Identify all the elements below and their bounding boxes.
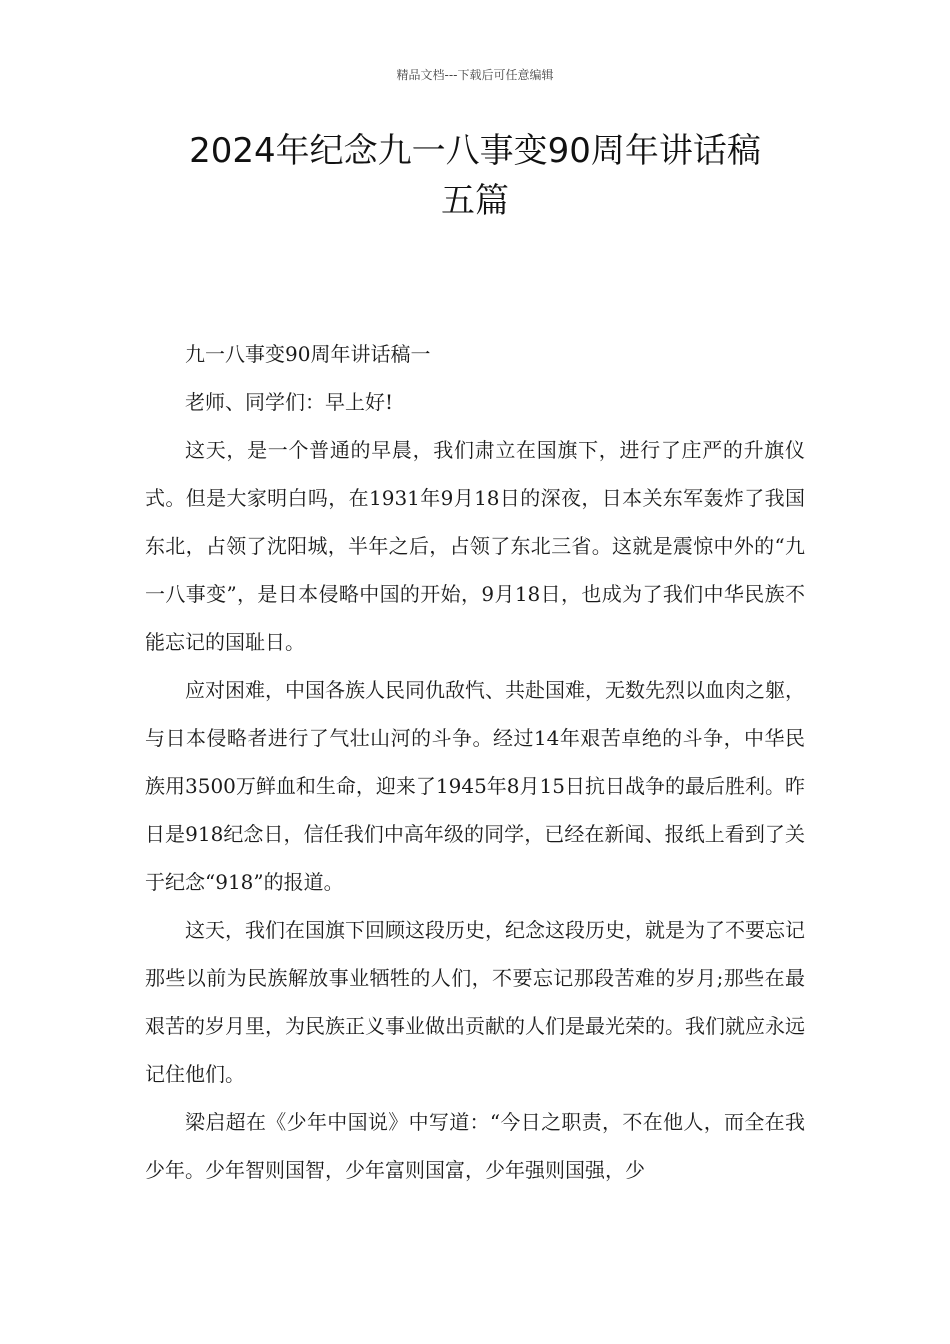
document-title (60, 126, 890, 226)
paragraph: 梁启超在《少年中国说》中写道：“今日之职责，不在他人，而全在我少年。少年智则国智，少年富则国富，少年强则国强，少 (145, 1110, 805, 1182)
title-line-2: 五篇 (441, 181, 509, 221)
header-note: 精品文档---下载后可任意编辑 (396, 68, 554, 82)
document-body (145, 330, 805, 1194)
title-line-1: 2024年纪念九一八事变90周年讲话稿 (189, 131, 761, 171)
section-heading: 九一八事变90周年讲话稿一 (185, 342, 431, 366)
paragraph: 这天，我们在国旗下回顾这段历史，纪念这段历史，就是为了不要忘记那些以前为民族解放事业牺牲的人们，不要忘记那段苦难的岁月;那些在最艰苦的岁月里，为民族正义事业做出贡献的人们是最光荣的。我们就应永远记住他们。 (145, 918, 805, 1086)
greeting: 老师、同学们：早上好! (185, 390, 394, 414)
paragraph: 这天，是一个普通的早晨，我们肃立在国旗下，进行了庄严的升旗仪式。但是大家明白吗，在1931年9月18日的深夜，日本关东军轰炸了我国东北，占领了沈阳城，半年之后，占领了东北三省。这就是震惊中外的“九一八事变”，是日本侵略中国的开始，9月18日，也成为了我们中华民族不能忘记的国耻日。 (145, 438, 805, 654)
paragraph: 应对困难，中国各族人民同仇敌忾、共赴国难，无数先烈以血肉之躯，与日本侵略者进行了气壮山河的斗争。经过14年艰苦卓绝的斗争，中华民族用3500万鲜血和生命，迎来了1945年8月15日抗日战争的最后胜利。昨日是918纪念日，信任我们中高年级的同学，已经在新闻、报纸上看到了关于纪念“918”的报道。 (145, 678, 805, 894)
